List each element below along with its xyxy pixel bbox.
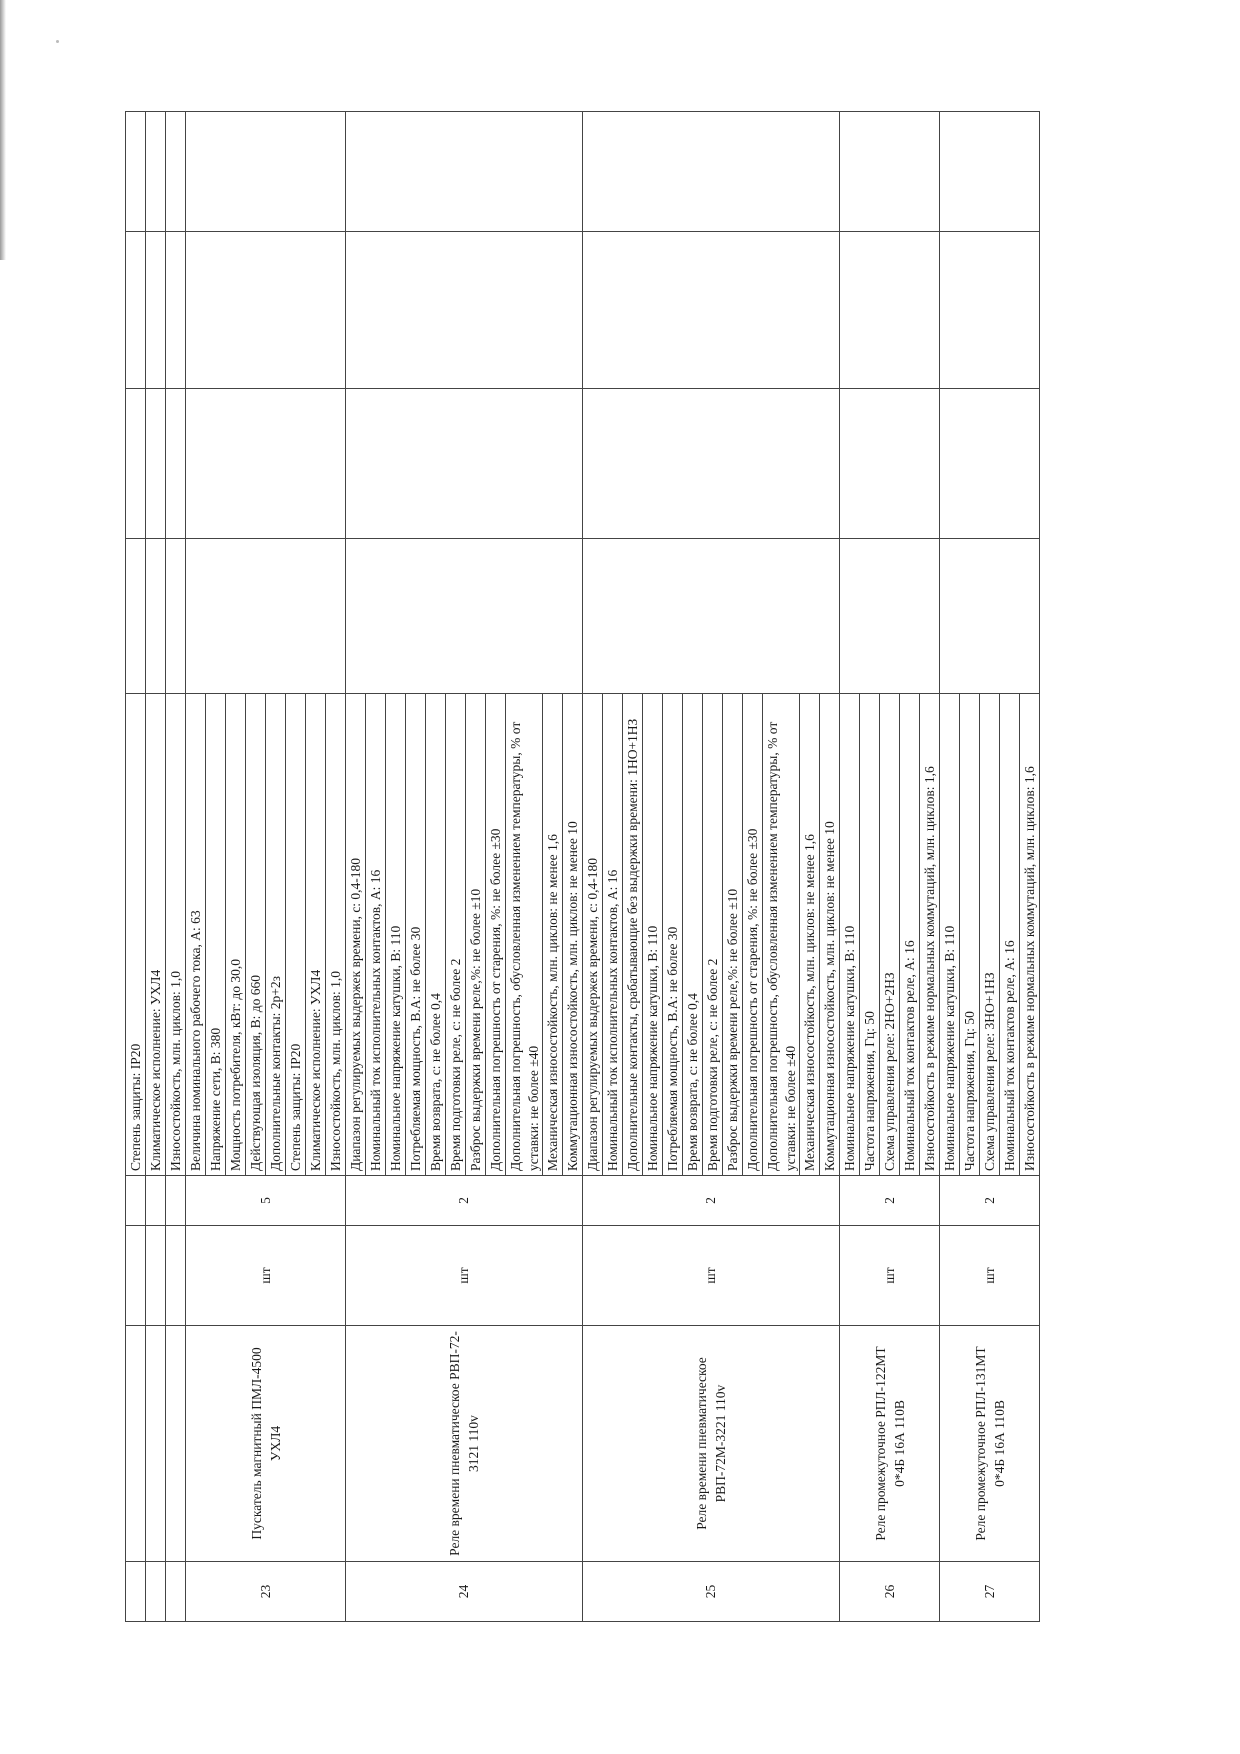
- blank-cell-1: [166, 539, 186, 694]
- spec-line: Коммутационная износостойкость, млн. циклов: не менее 10: [822, 821, 838, 1171]
- spec-line: Механическая износостойкость, млн. циклов: не менее 1,6: [800, 694, 820, 1175]
- item-unit: шт: [186, 1226, 346, 1326]
- item-name: Реле промежуточное РПЛ-131МТ 0*4Б 16А 110В: [940, 1326, 1040, 1562]
- scan-edge-shadow: [0, 0, 6, 260]
- item-number: 23: [186, 1562, 346, 1622]
- item-quantity: 2: [346, 1176, 583, 1226]
- spec-line: Номинальное напряжение катушки, В: 110: [386, 694, 406, 1175]
- spec-line: Потребляемая мощность, В.А: не более 30: [406, 694, 426, 1175]
- spec-line: Дополнительная погрешность от старения, %: не более ±30: [486, 694, 506, 1175]
- unit-cell: [146, 1226, 166, 1326]
- blank-cell-2: [940, 389, 1040, 539]
- blank-cell-1: [146, 539, 166, 694]
- spec-line: Разброс выдержки времени реле,%: не более ±10: [723, 694, 743, 1175]
- blank-cell-2: [346, 389, 583, 539]
- table-row: [166, 112, 186, 1622]
- spec-line: Номинальное напряжение катушки, В: 110: [643, 694, 663, 1175]
- table-row: [126, 112, 146, 1622]
- spec-line: Климатическое исполнение: УХЛ4: [148, 969, 163, 1171]
- item-quantity: 5: [186, 1176, 346, 1226]
- blank-cell-3: [840, 232, 940, 389]
- qty-cell: [146, 1176, 166, 1226]
- qty-cell: [126, 1176, 146, 1226]
- spec-line: Диапазон регулируемых выдержек времени, с: 0,4-180: [346, 694, 366, 1175]
- spec-cell: [146, 694, 166, 1176]
- table-row: [186, 112, 346, 1622]
- blank-cell-4: [126, 112, 146, 232]
- spec-line: Степень защиты: IP20: [128, 1043, 143, 1171]
- blank-cell-3: [583, 232, 840, 389]
- table-row: [346, 112, 583, 1622]
- blank-cell-4: [186, 112, 346, 232]
- blank-cell-4: [940, 112, 1040, 232]
- table-row: [146, 112, 166, 1622]
- item-name: Реле времени пневматическое РВП-72М-3221 110v: [583, 1326, 840, 1562]
- blank-cell-4: [346, 112, 583, 232]
- blank-cell-1: [840, 539, 940, 694]
- spec-line: Частота напряжения, Гц: 50: [960, 694, 980, 1175]
- blank-cell-2: [583, 389, 840, 539]
- spec-line: Диапазон регулируемых выдержек времени, с: 0,4-180: [583, 694, 603, 1175]
- item-unit: шт: [940, 1226, 1040, 1326]
- blank-cell-4: [583, 112, 840, 232]
- qty-cell: [166, 1176, 186, 1226]
- blank-cell-1: [186, 539, 346, 694]
- item-number: 24: [346, 1562, 583, 1622]
- spec-line: Напряжение сети, В: 380: [206, 694, 226, 1175]
- spec-line: Износостойкость в режиме нормальных коммутаций, млн. циклов: 1,6: [1022, 766, 1038, 1171]
- scan-speck: [56, 40, 59, 43]
- spec-line: Схема управления реле: 2НО+2НЗ: [880, 694, 900, 1175]
- blank-cell-4: [166, 112, 186, 232]
- table-body: [126, 112, 1040, 1622]
- name-cell: [166, 1326, 186, 1562]
- spec-line: Разброс выдержки времени реле,%: не более ±10: [466, 694, 486, 1175]
- specification-table: [125, 111, 1040, 1622]
- spec-line: Износостойкость в режиме нормальных коммутаций, млн. циклов: 1,6: [922, 766, 938, 1171]
- num-cell: [146, 1562, 166, 1622]
- blank-cell-2: [186, 389, 346, 539]
- spec-line: Дополнительные контакты: 2р+2з: [266, 694, 286, 1175]
- spec-line: Номинальный ток исполнительных контактов, А: 16: [603, 694, 623, 1175]
- item-specifications: [583, 694, 840, 1176]
- item-unit: шт: [583, 1226, 840, 1326]
- item-name: Реле времени пневматическое РВП-72-3121 110v: [346, 1326, 583, 1562]
- spec-line: Величина номинального рабочего тока, А: 63: [186, 694, 206, 1175]
- spec-line: Климатическое исполнение: УХЛ4: [306, 694, 326, 1175]
- spec-line: Частота напряжения, Гц: 50: [860, 694, 880, 1175]
- blank-cell-1: [126, 539, 146, 694]
- blank-cell-2: [146, 389, 166, 539]
- blank-cell-1: [346, 539, 583, 694]
- spec-line: Дополнительная погрешность, обусловленная изменением температуры, % от уставки: не более ±40: [763, 694, 800, 1175]
- spec-cell: [126, 694, 146, 1176]
- spec-line: Дополнительная погрешность, обусловленная изменением температуры, % от уставки: не более ±40: [506, 694, 543, 1175]
- blank-cell-3: [126, 232, 146, 389]
- spec-line: Схема управления реле: 3НО+1НЗ: [980, 694, 1000, 1175]
- blank-cell-2: [166, 389, 186, 539]
- item-quantity: 2: [840, 1176, 940, 1226]
- spec-line: Мощность потребителя, кВт: до 30,0: [226, 694, 246, 1175]
- spec-line: Номинальное напряжение катушки, В: 110: [940, 694, 960, 1175]
- item-quantity: 2: [940, 1176, 1040, 1226]
- spec-line: Время подготовки реле, с: не более 2: [446, 694, 466, 1175]
- spec-line: Дополнительная погрешность от старения, %: не более ±30: [743, 694, 763, 1175]
- item-number: 26: [840, 1562, 940, 1622]
- item-quantity: 2: [583, 1176, 840, 1226]
- spec-line: Действующая изоляция, В: до 660: [246, 694, 266, 1175]
- spec-line: Износостойкость, млн. циклов: 1,0: [168, 970, 183, 1171]
- item-specifications: [186, 694, 346, 1176]
- spec-line: Износостойкость, млн. циклов: 1,0: [328, 970, 343, 1171]
- blank-cell-2: [840, 389, 940, 539]
- item-unit: шт: [840, 1226, 940, 1326]
- num-cell: [126, 1562, 146, 1622]
- blank-cell-1: [940, 539, 1040, 694]
- blank-cell-3: [186, 232, 346, 389]
- item-number: 25: [583, 1562, 840, 1622]
- table-row: [940, 112, 1040, 1622]
- spec-line: Дополнительные контакты, срабатывающие без выдержки времени: 1НО+1НЗ: [623, 694, 643, 1175]
- spec-line: Механическая износостойкость, млн. циклов: не менее 1,6: [543, 694, 563, 1175]
- spec-line: Потребляемая мощность, В.А: не более 30: [663, 694, 683, 1175]
- spec-line: Степень защиты: IP20: [286, 694, 306, 1175]
- unit-cell: [126, 1226, 146, 1326]
- item-name: Реле промежуточное РПЛ-122МТ 0*4Б 16А 110В: [840, 1326, 940, 1562]
- item-specifications: [840, 694, 940, 1176]
- spec-line: Номинальное напряжение катушки, В: 110: [840, 694, 860, 1175]
- item-specifications: [940, 694, 1040, 1176]
- spec-line: Время возврата, с: не более 0,4: [426, 694, 446, 1175]
- item-name: Пускатель магнитный ПМЛ-4500 УХЛ4: [186, 1326, 346, 1562]
- blank-cell-2: [126, 389, 146, 539]
- blank-cell-4: [840, 112, 940, 232]
- table-row: [583, 112, 840, 1622]
- item-unit: шт: [346, 1226, 583, 1326]
- spec-line: Номинальный ток контактов реле, А: 16: [1000, 694, 1020, 1175]
- rotated-document-page: [125, 112, 1130, 1622]
- spec-line: Коммутационная износостойкость, млн. циклов: не менее 10: [565, 821, 581, 1171]
- name-cell: [146, 1326, 166, 1562]
- blank-cell-3: [166, 232, 186, 389]
- item-specifications: [346, 694, 583, 1176]
- item-number: 27: [940, 1562, 1040, 1622]
- spec-line: Номинальный ток исполнительных контактов, А: 16: [366, 694, 386, 1175]
- num-cell: [166, 1562, 186, 1622]
- blank-cell-4: [146, 112, 166, 232]
- blank-cell-3: [940, 232, 1040, 389]
- blank-cell-3: [346, 232, 583, 389]
- table-row: [840, 112, 940, 1622]
- name-cell: [126, 1326, 146, 1562]
- blank-cell-1: [583, 539, 840, 694]
- spec-line: Время подготовки реле, с: не более 2: [703, 694, 723, 1175]
- spec-line: Время возврата, с: не более 0,4: [683, 694, 703, 1175]
- unit-cell: [166, 1226, 186, 1326]
- spec-line: Номинальный ток контактов реле, А: 16: [900, 694, 920, 1175]
- spec-cell: [166, 694, 186, 1176]
- blank-cell-3: [146, 232, 166, 389]
